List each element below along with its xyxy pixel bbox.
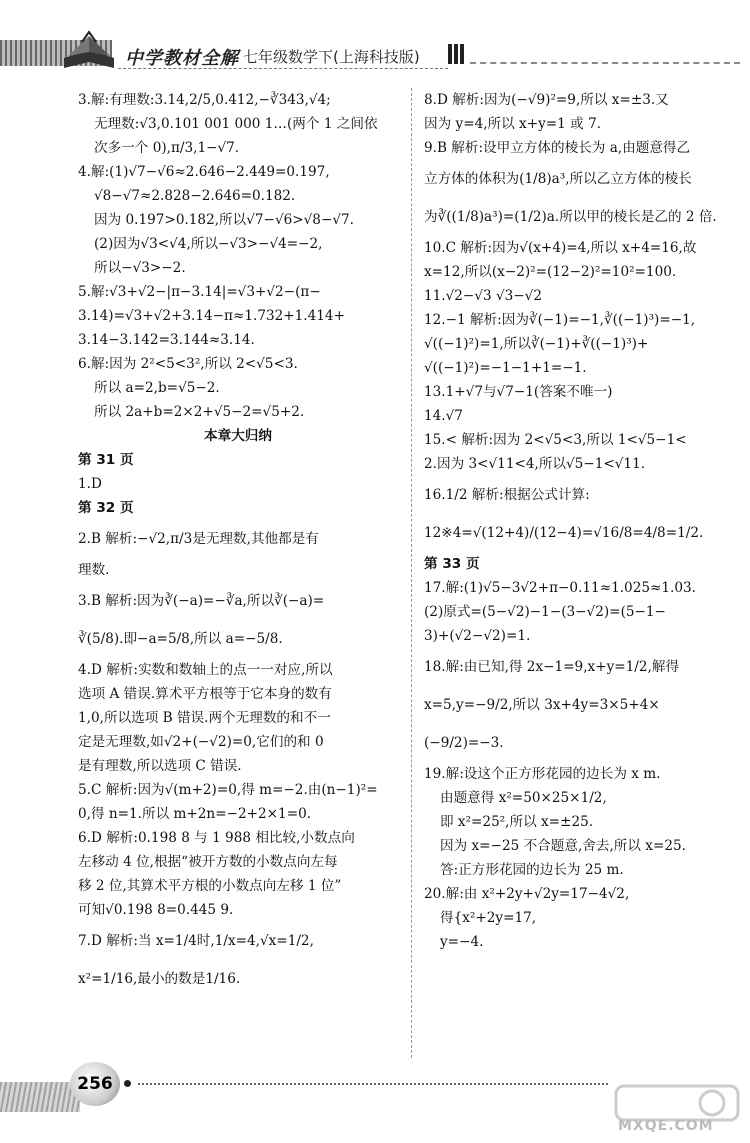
footer-dotted-line (138, 1083, 608, 1085)
answer-line: 6.D 解析:0.198 8 与 1 988 相比较,小数点向 (78, 830, 355, 846)
answer-line: 3.B 解析:因为∛(−a)=−∛a,所以∛(−a)= (78, 593, 325, 609)
answer-line: 所以 2a+b=2×2+√5−2=√5+2. (94, 404, 305, 420)
answer-line: 3.解:有理数:3.14,2/5,0.4̇12̇,−∛343,√4; (78, 92, 331, 108)
answer-line: 2.B 解析:−√2,π/3是无理数,其他都是有 (78, 531, 319, 547)
answer-line: 因为 y=4,所以 x+y=1 或 7. (424, 116, 602, 132)
answer-line: 可知√0.198 8=0.445 9. (78, 902, 234, 918)
watermark-text: MXQE.COM (618, 1118, 714, 1134)
header-bars-decoration (448, 44, 466, 64)
answer-line: (2)因为√3<√4,所以−√3>−√4=−2, (94, 236, 323, 252)
answer-line: √8−√7≈2.828−2.646=0.182. (94, 188, 296, 204)
answer-line: 定是无理数,如√2+(−√2)=0,它们的和 0 (78, 734, 324, 750)
answer-line: 无理数:√3,0.101 001 000 1…(两个 1 之间依 (94, 116, 378, 132)
answer-line: 所以 a=2,b=√5−2. (94, 380, 220, 396)
footer-stripe-decoration (0, 1082, 80, 1112)
answer-line: 由题意得 x²=50×25×1/2, (440, 790, 607, 806)
page-ref-heading: 第 31 页 (78, 452, 134, 468)
answer-line: 理数. (78, 562, 110, 578)
answer-line: 左移动 4 位,根据“被开方数的小数点向左每 (78, 854, 338, 870)
answer-line: 3.14−3.142=3.144≈3.14. (78, 332, 255, 348)
answer-line: 8.D 解析:因为(−√9)²=9,所以 x=±3.又 (424, 92, 669, 108)
answer-line: 14.√7 (424, 408, 463, 424)
answer-line: 19.解:设这个正方形花园的边长为 x m. (424, 766, 661, 782)
answer-line: 4.D 解析:实数和数轴上的点一一对应,所以 (78, 662, 333, 678)
answer-line: 10.C 解析:因为√(x+4)=4,所以 x+4=16,故 (424, 240, 697, 256)
answer-line: 18.解:由已知,得 2x−1=9,x+y=1/2,解得 (424, 659, 680, 675)
open-book-icon (60, 28, 118, 72)
right-answer-column (424, 88, 729, 954)
left-answer-column (78, 88, 398, 998)
answer-line: 次多一个 0),π/3,1−√7. (94, 140, 240, 156)
answer-line: 4.解:(1)√7−√6≈2.646−2.449=0.197, (78, 164, 330, 180)
answer-line: 因为 x=−25 不合题意,舍去,所以 x=25. (440, 838, 686, 854)
answer-line: 5.解:√3+√2−|π−3.14|=√3+√2−(π− (78, 284, 321, 300)
answer-line: 15.< 解析:因为 2<√5<3,所以 1<√5−1< (424, 432, 687, 448)
answer-line: 0,得 n=1.所以 m+2n=−2+2×1=0. (78, 806, 312, 822)
answer-line: 答:正方形花园的边长为 25 m. (440, 862, 624, 878)
answer-line: 为∛((1/8)a³)=(1/2)a.所以甲的棱长是乙的 2 倍. (424, 209, 717, 225)
answer-line: 20.解:由 x²+2y+√2y=17−4√2, (424, 886, 630, 902)
column-divider (411, 88, 412, 1058)
answer-line: 12※4=√(12+4)/(12−4)=√16/8=4/8=1/2. (424, 525, 704, 541)
answer-line: y=−4. (440, 934, 484, 950)
answer-line: 因为 0.197>0.182,所以√7−√6>√8−√7. (94, 212, 354, 228)
page-ref-heading: 第 32 页 (78, 500, 134, 516)
header-dashed-line (470, 62, 740, 64)
answer-line: (−9/2)=−3. (424, 735, 504, 751)
answer-line: ∛(5/8).即−a=5/8,所以 a=−5/8. (78, 631, 283, 647)
answer-line: 9.B 解析:设甲立方体的棱长为 a,由题意得乙 (424, 140, 691, 156)
answer-line: 1,0,所以选项 B 错误.两个无理数的和不一 (78, 710, 331, 726)
answer-line: 16.1/2 解析:根据公式计算: (424, 487, 590, 503)
answer-line: x=5,y=−9/2,所以 3x+4y=3×5+4× (424, 697, 660, 713)
answer-line: 12.−1 解析:因为∛(−1)=−1,∛((−1)³)=−1, (424, 312, 696, 328)
answer-line: 选项 A 错误.算术平方根等于它本身的数有 (78, 686, 332, 702)
answer-line: 3)+(√2−√2)=1. (424, 628, 531, 644)
brand-title: 中学教材全解 (125, 48, 239, 69)
header-underline (118, 68, 448, 69)
answer-line: 7.D 解析:当 x=1/4时,1/x=4,√x=1/2, (78, 933, 314, 949)
answer-line: 6.解:因为 2²<5<3²,所以 2<√5<3. (78, 356, 298, 372)
answer-line: 3.14)=√3+√2+3.14−π≈1.732+1.414+ (78, 308, 345, 324)
footer-dot (124, 1080, 131, 1087)
answer-line: 得{x²+2y=17, (440, 910, 537, 926)
answer-line: 立方体的体积为(1/8)a³,所以乙立方体的棱长 (424, 171, 692, 187)
answer-line: 即 x²=25²,所以 x=±25. (440, 814, 594, 830)
answer-line: 2.因为 3<√11<4,所以√5−1<√11. (424, 456, 646, 472)
answer-line: 1.D (78, 476, 102, 492)
chapter-summary-heading: 本章大归纳 (204, 428, 272, 444)
answer-line: 5.C 解析:因为√(m+2)=0,得 m=−2.由(n−1)²= (78, 782, 378, 798)
answer-line: x²=1/16,最小的数是1/16. (78, 971, 241, 987)
book-subtitle: 七年级数学下(上海科技版) (243, 48, 420, 66)
answer-line: 移 2 位,其算术平方根的小数点向左移 1 位” (78, 878, 342, 894)
answer-line: 17.解:(1)√5−3√2+π−0.11≈1.025≈1.03. (424, 580, 696, 596)
page-number: 256 (70, 1062, 120, 1106)
page-ref-heading: 第 33 页 (424, 556, 480, 572)
answer-line: 所以−√3>−2. (94, 260, 186, 276)
answer-line: 11.√2−√3 √3−√2 (424, 288, 542, 304)
answer-line: √((−1)²)=1,所以∛(−1)+∛((−1)³)+ (424, 336, 649, 352)
answer-line: √((−1)²)=−1−1+1=−1. (424, 360, 587, 376)
answer-line: 13.1+√7与√7−1(答案不唯一) (424, 384, 613, 400)
answer-line: x=12,所以(x−2)²=(12−2)²=10²=100. (424, 264, 677, 280)
answer-line: (2)原式=(5−√2)−1−(3−√2)=(5−1− (424, 604, 666, 620)
page-header (0, 0, 750, 80)
answer-line: 是有理数,所以选项 C 错误. (78, 758, 242, 774)
